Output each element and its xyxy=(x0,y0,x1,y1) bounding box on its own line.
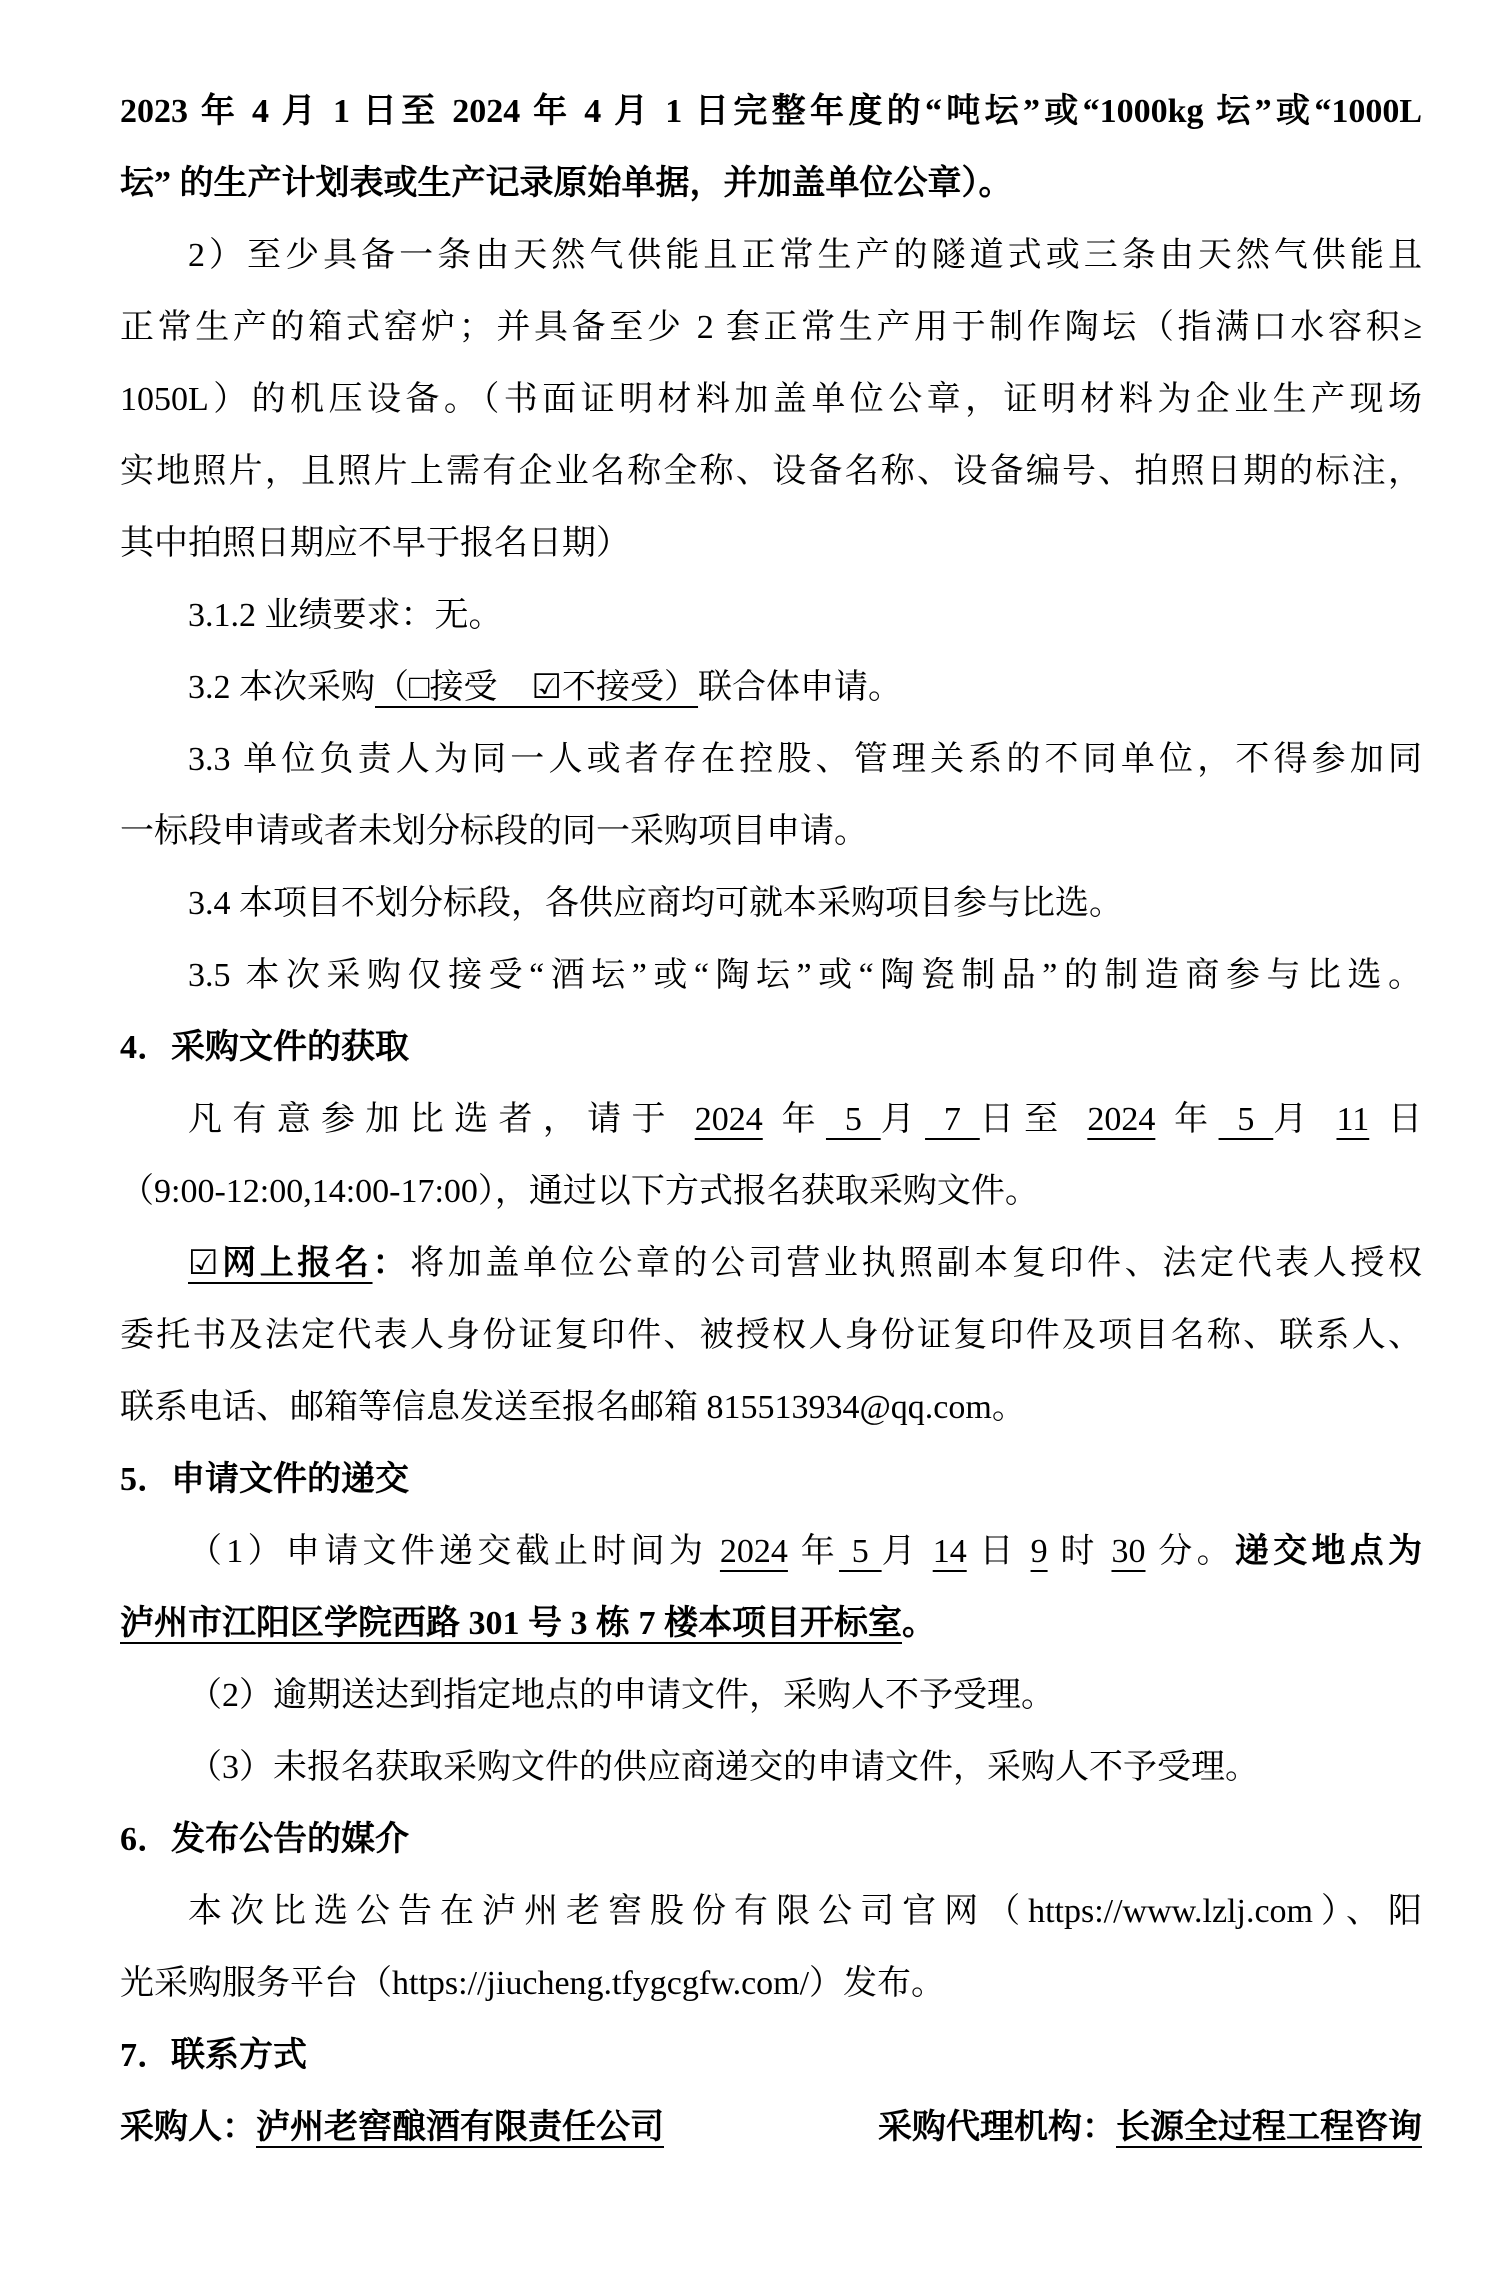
text-segment: 2024 xyxy=(694,1101,763,1138)
text-segment: （2）逾期送达到指定地点的申请文件，采购人不予受理。 xyxy=(188,1677,1055,1714)
para-online-signup-line-2 xyxy=(120,1300,1422,1372)
text-segment: 9 xyxy=(1030,1533,1048,1570)
heading-section-5 xyxy=(120,1444,1422,1516)
text-segment: 2024 xyxy=(719,1533,788,1570)
text-segment: 3.3 单位负责人为同一人或者存在控股、管理关系的不同单位，不得参加同 xyxy=(188,741,1422,778)
para-contacts xyxy=(120,2092,1422,2164)
text-segment: 联合体申请。 xyxy=(698,669,903,706)
text-segment: 11 xyxy=(1336,1101,1370,1138)
text-segment: 7 xyxy=(925,1101,980,1138)
para-6-media-line-1 xyxy=(120,1876,1422,1948)
text-segment: 5 xyxy=(839,1533,882,1570)
text-segment: 5 xyxy=(825,1101,881,1138)
text-segment: （1）申请文件递交截止时间为 xyxy=(188,1533,720,1570)
text-segment: 3.4 本项目不划分标段，各供应商均可就本采购项目参与比选。 xyxy=(188,885,1123,922)
text-segment: 2023 年 4 月 1 日至 2024 年 4 月 1 日完整年度的“吨坛”或“1000kg 坛”或“1000L xyxy=(120,93,1422,130)
text-segment: 。 xyxy=(902,1605,936,1642)
online-signup-checkbox-label: ☑网上报名 xyxy=(188,1245,373,1282)
text-segment: 年 xyxy=(787,1533,840,1570)
heading-section-7 xyxy=(120,2020,1422,2092)
text-segment: 正常生产的箱式窑炉；并具备至少 2 套正常生产用于制作陶坛（指满口水容积≥ xyxy=(120,309,1422,346)
para-3-3-line-1 xyxy=(120,724,1422,796)
contacts-left xyxy=(120,2092,664,2164)
para-5-3 xyxy=(120,1732,1422,1804)
text-segment: 坛” 的生产计划表或生产记录原始单据，并加盖单位公章）。 xyxy=(120,165,1013,202)
text-segment: 月 xyxy=(1273,1101,1337,1138)
text-segment: 年 xyxy=(762,1101,826,1138)
text-segment: 光采购服务平台（https://jiucheng.tfygcgfw.com/）发布。 xyxy=(120,1965,946,2002)
para-item2-line-4 xyxy=(120,436,1422,508)
para-5-2 xyxy=(120,1660,1422,1732)
para-3-4 xyxy=(120,868,1422,940)
text-segment: 6．发布公告的媒介 xyxy=(120,1821,409,1858)
text-segment: 3.2 本次采购 xyxy=(188,669,375,706)
document-content xyxy=(120,76,1422,2164)
para-6-media-line-2 xyxy=(120,1948,1422,2020)
text-segment: 3.5 本次采购仅接受“酒坛”或“陶坛”或“陶瓷制品”的制造商参与比选。 xyxy=(188,957,1422,994)
text-segment: 月 xyxy=(881,1533,933,1570)
para-5-1-line-1 xyxy=(120,1516,1422,1588)
text-segment: 1050L）的机压设备。（书面证明材料加盖单位公章，证明材料为企业生产现场 xyxy=(120,381,1422,418)
agency-name: 长源全过程工程咨询 xyxy=(1116,2109,1422,2146)
para-item2-line-1 xyxy=(120,220,1422,292)
text-segment: 2024 xyxy=(1087,1101,1156,1138)
text-segment: 30 xyxy=(1111,1533,1146,1570)
text-segment: 联系电话、邮箱等信息发送至报名邮箱 815513934@qq.com。 xyxy=(120,1389,1026,1426)
contacts-right xyxy=(878,2092,1422,2164)
para-4-obtain-line-2 xyxy=(120,1156,1422,1228)
text-segment: 日 xyxy=(1369,1101,1422,1138)
consortium-checkbox-group: （□接受 ☑不接受） xyxy=(375,669,699,706)
text-segment: 实地照片，且照片上需有企业名称全称、设备名称、设备编号、拍照日期的标注， xyxy=(120,453,1422,490)
text-segment: （3）未报名获取采购文件的供应商递交的申请文件，采购人不予受理。 xyxy=(188,1749,1259,1786)
text-segment: 5．申请文件的递交 xyxy=(120,1461,409,1498)
para-item2-line-5 xyxy=(120,508,1422,580)
text-segment: 委托书及法定代表人身份证复印件、被授权人身份证复印件及项目名称、联系人、 xyxy=(120,1317,1422,1354)
text-segment: 日 xyxy=(966,1533,1031,1570)
text-segment: 本次比选公告在泸州老窖股份有限公司官网（https://www.lzlj.com）、阳 xyxy=(188,1893,1422,1930)
text-segment: 14 xyxy=(932,1533,967,1570)
text-segment: 分。 xyxy=(1145,1533,1235,1570)
para-3-2 xyxy=(120,652,1422,724)
purchaser-label: 采购人： xyxy=(120,2109,256,2146)
para-annual-production-line-2 xyxy=(120,148,1422,220)
text-segment: 5 xyxy=(1218,1101,1274,1138)
para-4-obtain-line-1 xyxy=(120,1084,1422,1156)
agency-label: 采购代理机构： xyxy=(878,2109,1116,2146)
text-segment: 7．联系方式 xyxy=(120,2037,307,2074)
heading-section-6 xyxy=(120,1804,1422,1876)
para-3-1-2 xyxy=(120,580,1422,652)
text-segment: 月 xyxy=(880,1101,926,1138)
text-segment: 将加盖单位公章的公司营业执照副本复印件、法定代表人授权 xyxy=(410,1245,1422,1282)
para-item2-line-2 xyxy=(120,292,1422,364)
text-segment: 其中拍照日期应不早于报名日期） xyxy=(120,525,630,562)
text-segment: 3.1.2 业绩要求：无。 xyxy=(188,597,503,634)
text-segment: 年 xyxy=(1155,1101,1219,1138)
text-segment: 4．采购文件的获取 xyxy=(120,1029,409,1066)
para-annual-production-line-1 xyxy=(120,76,1422,148)
para-3-3-line-2 xyxy=(120,796,1422,868)
text-segment: 2）至少具备一条由天然气供能且正常生产的隧道式或三条由天然气供能且 xyxy=(188,237,1422,274)
para-online-signup-line-1 xyxy=(120,1228,1422,1300)
text-segment: 日至 xyxy=(979,1101,1088,1138)
heading-section-4 xyxy=(120,1012,1422,1084)
text-segment: 凡有意参加比选者，请于 xyxy=(188,1101,695,1138)
para-item2-line-3 xyxy=(120,364,1422,436)
para-3-5 xyxy=(120,940,1422,1012)
purchaser-name: 泸州老窖酿酒有限责任公司 xyxy=(256,2109,664,2146)
text-segment: （9:00-12:00,14:00-17:00），通过以下方式报名获取采购文件。 xyxy=(120,1173,1039,1210)
submission-address: 泸州市江阳区学院西路 301 号 3 栋 7 楼本项目开标室 xyxy=(120,1605,902,1642)
para-5-1-line-2 xyxy=(120,1588,1422,1660)
text-segment: 时 xyxy=(1047,1533,1112,1570)
para-online-signup-line-3 xyxy=(120,1372,1422,1444)
text-segment: 递交地点为 xyxy=(1234,1533,1422,1570)
text-segment: ： xyxy=(372,1245,411,1282)
text-segment: 一标段申请或者未划分标段的同一采购项目申请。 xyxy=(120,813,868,850)
